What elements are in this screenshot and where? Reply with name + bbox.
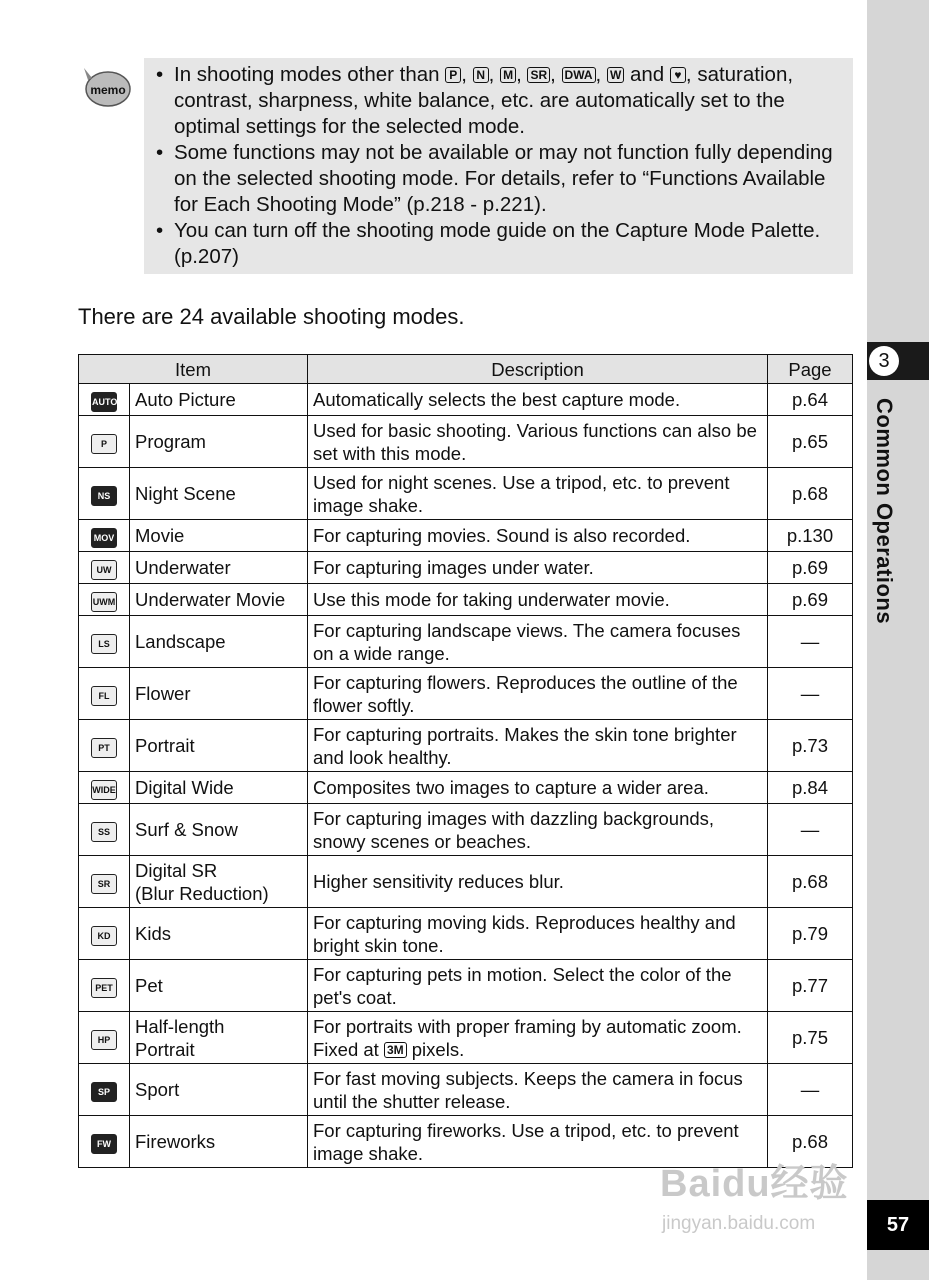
table-cell xyxy=(79,584,130,616)
table-cell: For capturing movies. Sound is also recorded. xyxy=(308,520,768,552)
table-cell: Portrait xyxy=(130,720,308,772)
half-length-portrait-icon: HP xyxy=(91,1030,117,1050)
table-cell: p.130 xyxy=(768,520,853,552)
portrait-icon: PT xyxy=(91,738,117,758)
table-cell: Sport xyxy=(130,1064,308,1116)
table-cell: For portraits with proper framing by automatic zoom. Fixed at 3M pixels. xyxy=(308,1012,768,1064)
table-row xyxy=(79,668,853,720)
chapter-sidebar xyxy=(867,0,929,1280)
table-cell: Used for night scenes. Use a tripod, etc. to prevent image shake. xyxy=(308,468,768,520)
night-scene-icon: NS xyxy=(91,486,117,506)
table-cell: For capturing landscape views. The camera focuses on a wide range. xyxy=(308,616,768,668)
table-cell: Flower xyxy=(130,668,308,720)
table-cell xyxy=(79,384,130,416)
table-cell: Kids xyxy=(130,908,308,960)
auto-picture-icon: AUTO xyxy=(91,392,117,412)
fireworks-icon: FW xyxy=(91,1134,117,1154)
table-row xyxy=(79,416,853,468)
table-row xyxy=(79,552,853,584)
table-cell xyxy=(79,416,130,468)
table-cell: p.77 xyxy=(768,960,853,1012)
chapter-title: Common Operations xyxy=(872,398,897,625)
header-page: Page xyxy=(768,355,853,384)
table-cell: For capturing images with dazzling backgrounds, snowy scenes or beaches. xyxy=(308,804,768,856)
sport-icon: SP xyxy=(91,1082,117,1102)
program-icon: P xyxy=(91,434,117,454)
table-cell: p.69 xyxy=(768,584,853,616)
table-row xyxy=(79,1064,853,1116)
table-cell: Landscape xyxy=(130,616,308,668)
memo-bullet-1: • In shooting modes other than P , N , M , SR , DWA , W and ♥ , saturation, contrast, sharpness, white balance, etc. are automatically set to the optimal settings for the selected mode. xyxy=(174,62,839,140)
table-cell: p.84 xyxy=(768,772,853,804)
table-cell xyxy=(79,668,130,720)
table-row xyxy=(79,468,853,520)
table-cell: Underwater Movie xyxy=(130,584,308,616)
memo-icon xyxy=(78,64,132,110)
intro-text: There are 24 available shooting modes. xyxy=(78,304,465,329)
table-cell: — xyxy=(768,616,853,668)
table-cell: p.79 xyxy=(768,908,853,960)
table-cell: — xyxy=(768,668,853,720)
table-row xyxy=(79,584,853,616)
table-cell xyxy=(79,908,130,960)
table-cell xyxy=(79,856,130,908)
table-cell: p.69 xyxy=(768,552,853,584)
table-cell: Digital SR (Blur Reduction) xyxy=(130,856,308,908)
table-cell: Underwater xyxy=(130,552,308,584)
table-cell: Pet xyxy=(130,960,308,1012)
watermark-url: jingyan.baidu.com xyxy=(662,1213,816,1234)
table-row xyxy=(79,960,853,1012)
page-number: 57 xyxy=(867,1200,929,1250)
table-cell xyxy=(79,1012,130,1064)
table-cell: — xyxy=(768,1064,853,1116)
movie-icon: MOV xyxy=(91,528,117,548)
table-row xyxy=(79,908,853,960)
table-cell: p.65 xyxy=(768,416,853,468)
heart-mode-icon: ♥ xyxy=(670,67,686,83)
digital-sr-mode-icon: SR xyxy=(527,67,550,83)
digital-wide-mode-icon: W xyxy=(607,67,624,83)
table-cell: Composites two images to capture a wider area. xyxy=(308,772,768,804)
table-cell: p.75 xyxy=(768,1012,853,1064)
table-cell: — xyxy=(768,804,853,856)
chapter-number: 3 xyxy=(869,346,899,376)
table-row xyxy=(79,720,853,772)
table-cell: p.73 xyxy=(768,720,853,772)
table-cell: For capturing images under water. xyxy=(308,552,768,584)
table-cell: Half-length Portrait xyxy=(130,1012,308,1064)
movie-mode-icon: M xyxy=(500,67,516,83)
memo-bullet-2: • Some functions may not be available or may not function fully depending on the selected shooting mode. For details, refer to “Functions Available for Each Shooting Mode” (p.218 - p.221). xyxy=(174,140,839,218)
table-cell: Surf & Snow xyxy=(130,804,308,856)
table-cell xyxy=(79,960,130,1012)
digital-sr-icon: SR xyxy=(91,874,117,894)
table-row xyxy=(79,384,853,416)
table-cell: Use this mode for taking underwater movie. xyxy=(308,584,768,616)
underwater-movie-icon: UWM xyxy=(91,592,117,612)
table-cell xyxy=(79,1116,130,1168)
table-cell: Higher sensitivity reduces blur. xyxy=(308,856,768,908)
table-cell: Program xyxy=(130,416,308,468)
kids-icon: KD xyxy=(91,926,117,946)
table-row xyxy=(79,1012,853,1064)
flower-icon: FL xyxy=(91,686,117,706)
table-cell xyxy=(79,804,130,856)
memo-label: memo xyxy=(90,83,126,97)
digital-wide-icon: WIDE xyxy=(91,780,117,800)
table-row xyxy=(79,772,853,804)
table-cell xyxy=(79,720,130,772)
underwater-icon: UW xyxy=(91,560,117,580)
table-cell: p.68 xyxy=(768,468,853,520)
table-row xyxy=(79,520,853,552)
landscape-icon: LS xyxy=(91,634,117,654)
table-cell: For capturing moving kids. Reproduces healthy and bright skin tone. xyxy=(308,908,768,960)
table-cell: For capturing portraits. Makes the skin tone brighter and look healthy. xyxy=(308,720,768,772)
table-cell: Auto Picture xyxy=(130,384,308,416)
memo-box xyxy=(144,58,853,274)
table-cell: p.68 xyxy=(768,1116,853,1168)
table-cell xyxy=(79,520,130,552)
table-cell: Night Scene xyxy=(130,468,308,520)
table-cell xyxy=(79,772,130,804)
table-cell: For capturing pets in motion. Select the color of the pet's coat. xyxy=(308,960,768,1012)
program-mode-icon: P xyxy=(445,67,461,83)
header-description: Description xyxy=(308,355,768,384)
table-cell: For capturing flowers. Reproduces the outline of the flower softly. xyxy=(308,668,768,720)
surf-snow-icon: SS xyxy=(91,822,117,842)
table-row xyxy=(79,616,853,668)
table-cell: Movie xyxy=(130,520,308,552)
night-scene-mode-icon: N xyxy=(473,67,489,83)
table-cell: For capturing fireworks. Use a tripod, etc. to prevent image shake. xyxy=(308,1116,768,1168)
table-cell: For fast moving subjects. Keeps the camera in focus until the shutter release. xyxy=(308,1064,768,1116)
3m-resolution-icon: 3M xyxy=(384,1042,407,1058)
table-cell xyxy=(79,552,130,584)
memo-bullet-3: • You can turn off the shooting mode guide on the Capture Mode Palette. (p.207) xyxy=(174,218,839,270)
table-cell: Fireworks xyxy=(130,1116,308,1168)
table-cell: p.68 xyxy=(768,856,853,908)
table-cell xyxy=(79,1064,130,1116)
table-cell: Used for basic shooting. Various functions can also be set with this mode. xyxy=(308,416,768,468)
shooting-modes-table xyxy=(78,354,853,1168)
table-cell: Digital Wide xyxy=(130,772,308,804)
table-row xyxy=(79,804,853,856)
dwa-mode-icon: DWA xyxy=(562,67,596,83)
table-cell xyxy=(79,616,130,668)
table-cell xyxy=(79,468,130,520)
table-cell: Automatically selects the best capture mode. xyxy=(308,384,768,416)
table-row xyxy=(79,856,853,908)
table-cell: p.64 xyxy=(768,384,853,416)
pet-icon: PET xyxy=(91,978,117,998)
header-item: Item xyxy=(79,355,308,384)
watermark: Baidu经验 xyxy=(660,1163,849,1205)
